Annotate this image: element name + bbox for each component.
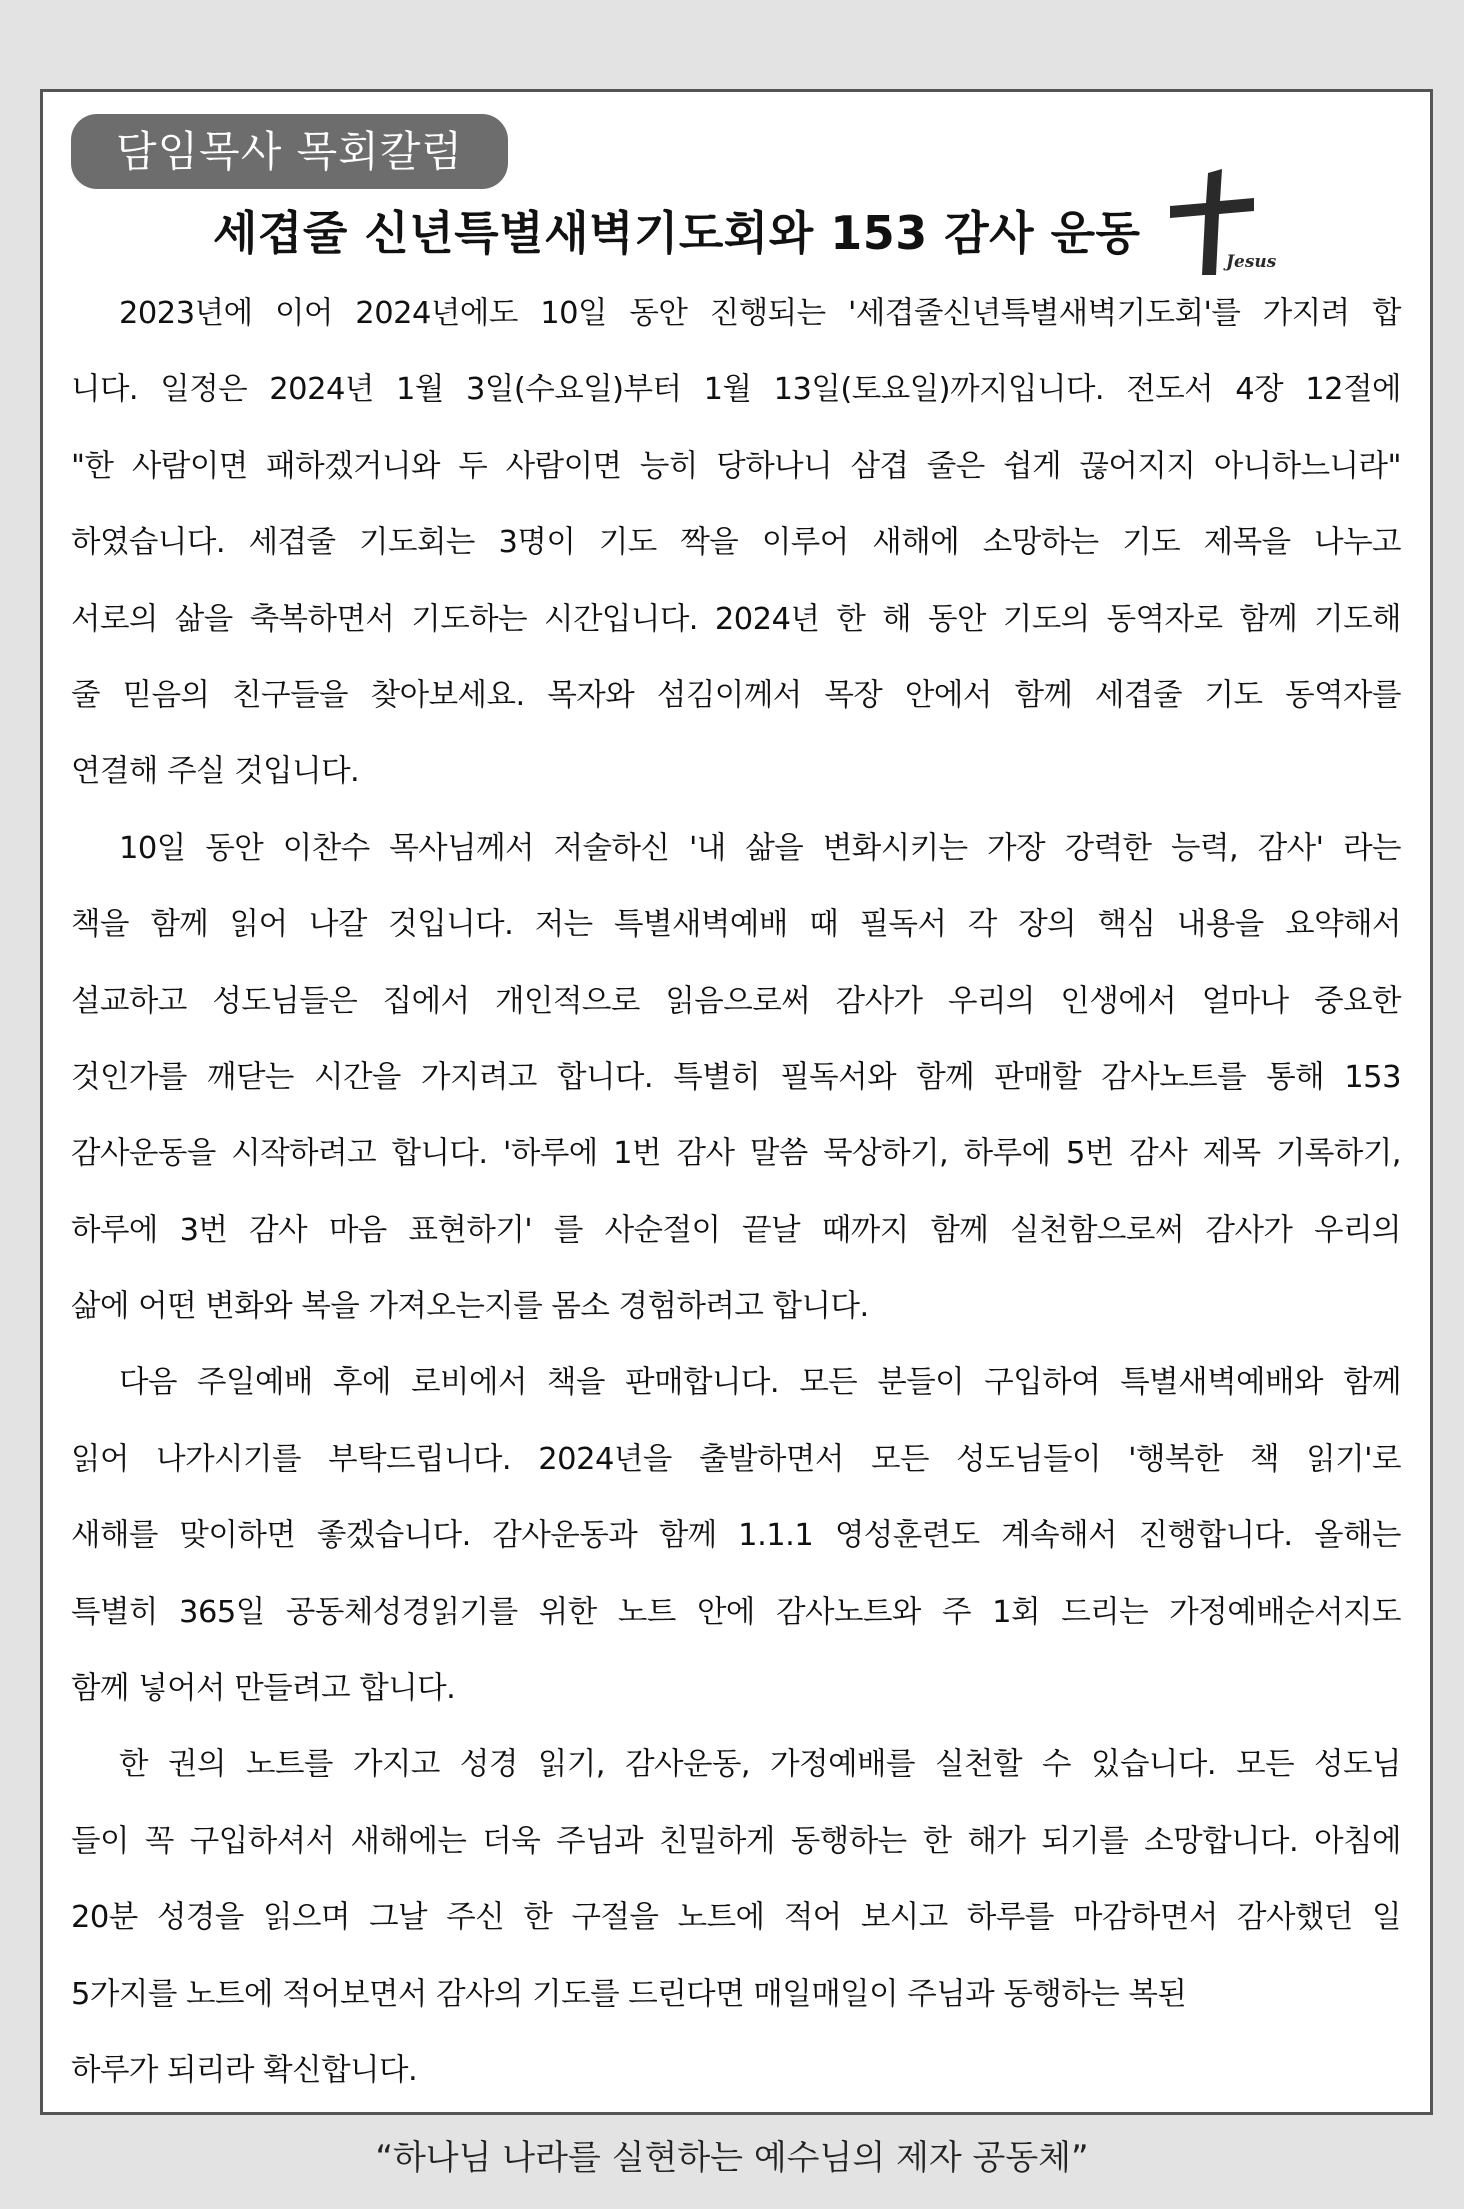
column-title: 세겹줄 신년특별새벽기도회와 153 감사 운동 — [213, 206, 1141, 260]
body-line: 함께 넣어서 만들려고 합니다. — [71, 1671, 456, 1707]
svg-text:Jesus: Jesus — [1226, 252, 1277, 272]
body-line: 한 권의 노트를 가지고 성경 읽기, 감사운동, 가정예배를 실천할 수 있습니다. 모든 성도님 — [119, 1747, 1401, 1783]
body-line: 읽어 나가시기를 부탁드립니다. 2024년을 출발하면서 모든 성도님들이 '행복한 책 읽기'로 — [71, 1441, 1401, 1477]
body-line: 2023년에 이어 2024년에도 10일 동안 진행되는 '세겹줄신년특별새벽기도회'를 가지려 합 — [119, 296, 1401, 331]
body-line: 서로의 삶을 축복하면서 기도하는 시간입니다. 2024년 한 해 동안 기도의 동역자로 함께 기도해 — [71, 601, 1401, 637]
footer-motto: “하나님 나라를 실현하는 예수님의 제자 공동체” — [375, 2138, 1089, 2178]
body-line: 특별히 365일 공동체성경읽기를 위한 노트 안에 감사노트와 주 1회 드리는 가정예배순서지도 — [71, 1594, 1401, 1630]
body-line: 하루에 3번 감사 마음 표현하기' 를 사순절이 끝날 때까지 함께 실천함으로써 감사가 우리의 — [71, 1212, 1401, 1248]
body-line: 설교하고 성도님들은 집에서 개인적으로 읽음으로써 감사가 우리의 인생에서 얼마나 중요한 — [71, 983, 1401, 1019]
body-line: 20분 성경을 읽으며 그날 주신 한 구절을 노트에 적어 보시고 하루를 마감하면서 감사했던 일 — [71, 1900, 1401, 1936]
column-body — [71, 276, 1401, 2109]
body-line: "한 사람이면 패하겠거니와 두 사람이면 능히 당하나니 삼겹 줄은 쉽게 끊어지지 아니하느니라" — [71, 448, 1401, 484]
body-line: 새해를 맞이하면 좋겠습니다. 감사운동과 함께 1.1.1 영성훈련도 계속해서 진행합니다. 올해는 — [71, 1518, 1401, 1554]
column-panel — [40, 89, 1433, 2115]
body-line: 하루가 되리라 확신합니다. — [71, 2052, 418, 2088]
jesus-cross-logo — [1150, 167, 1320, 277]
body-line: 연결해 주실 것입니다. — [71, 754, 360, 790]
body-line: 줄 믿음의 친구들을 찾아보세요. 목자와 섬김이께서 목장 안에서 함께 세겹줄 기도 동역자를 — [71, 677, 1401, 713]
body-line: 니다. 일정은 2024년 1월 3일(수요일)부터 1월 13일(토요일)까지입니다. 전도서 4장 12절에 — [71, 372, 1401, 408]
body-line: 10일 동안 이찬수 목사님께서 저술하신 '내 삶을 변화시키는 가장 강력한 능력, 감사' 라는 — [119, 830, 1401, 866]
body-line: 들이 꼭 구입하셔서 새해에는 더욱 주님과 친밀하게 동행하는 한 해가 되기를 소망합니다. 아침에 — [71, 1823, 1401, 1859]
body-line: 삶에 어떤 변화와 복을 가져오는지를 몸소 경험하려고 합니다. — [71, 1289, 869, 1325]
body-line: 5가지를 노트에 적어보면서 감사의 기도를 드린다면 매일매일이 주님과 동행하는 복된 — [71, 1976, 1187, 2012]
column-badge: 담임목사 목회칼럼 — [71, 114, 508, 189]
body-line: 감사운동을 시작하려고 합니다. '하루에 1번 감사 말씀 묵상하기, 하루에 5번 감사 제목 기록하기, — [71, 1136, 1401, 1172]
body-line: 다음 주일예배 후에 로비에서 책을 판매합니다. 모든 분들이 구입하여 특별새벽예배와 함께 — [119, 1365, 1401, 1401]
body-line: 하였습니다. 세겹줄 기도회는 3명이 기도 짝을 이루어 새해에 소망하는 기도 제목을 나누고 — [71, 525, 1401, 561]
body-line: 것인가를 깨닫는 시간을 가지려고 합니다. 특별히 필독서와 함께 판매할 감사노트를 통해 153 — [71, 1059, 1401, 1095]
body-line: 책을 함께 읽어 나갈 것입니다. 저는 특별새벽예배 때 필독서 각 장의 핵심 내용을 요약해서 — [71, 907, 1401, 943]
